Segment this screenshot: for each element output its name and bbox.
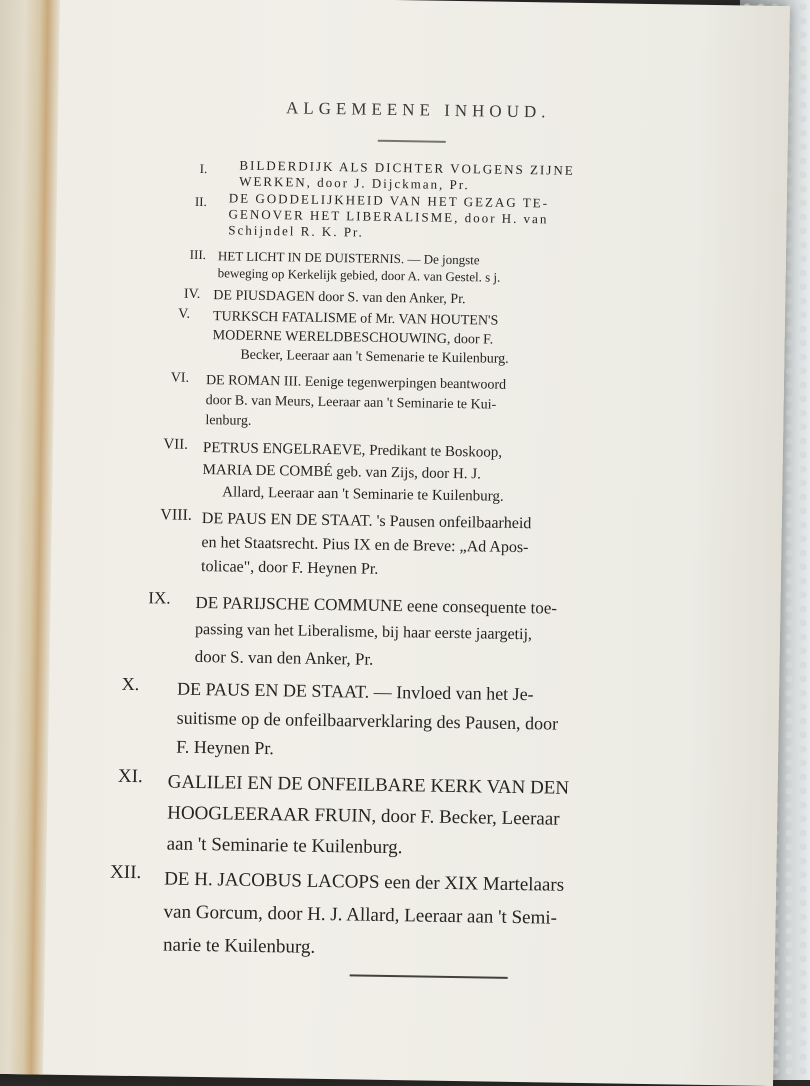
entry-line: Allard, Leeraar aan 't Seminarie te Kuilenburg. xyxy=(222,484,504,505)
entry-number: VIII. xyxy=(160,506,193,524)
title-divider xyxy=(378,140,446,143)
entry-number: VI. xyxy=(170,370,190,386)
entry-line: BILDERDIJK ALS DICHTER VOLGENS ZIJNE xyxy=(239,157,575,178)
entry-line: GALILEI EN DE ONFEILBARE KERK VAN DEN xyxy=(167,771,570,799)
entry-number: IV. xyxy=(183,286,201,302)
entry-number: III. xyxy=(189,246,207,263)
entry-line: beweging op Kerkelijk gebied, door A. van Gestel. s j. xyxy=(217,265,501,285)
entry-number: VII. xyxy=(163,436,189,453)
entry-line: DE ROMAN III. Eenige tegenwerpingen beantwoord xyxy=(205,373,507,393)
entry-line: GENOVER HET LIBERALISME, door H. van xyxy=(228,206,549,227)
entry-line: HET LICHT IN DE DUISTERNIS. — De jongste xyxy=(217,248,480,268)
entry-line: PETRUS ENGELRAEVE, Predikant te Boskoop, xyxy=(202,440,503,461)
entry-line: Becker, Leeraar aan 't Semenarie te Kuilenburg. xyxy=(240,347,509,367)
entry-line: DE PAUS EN DE STAAT. — Invloed van het Je- xyxy=(176,678,534,705)
entry-line: en het Staatsrecht. Pius IX en de Breve: „Ad Apos- xyxy=(201,534,529,557)
entry-line: door B. van Meurs, Leeraar aan 't Seminarie te Kui- xyxy=(205,393,497,413)
entry-line: narie te Kuilenburg. xyxy=(162,934,316,958)
entry-line: HOOGLEERAAR FRUIN, door F. Becker, Leeraar xyxy=(167,802,560,830)
entry-number: XI. xyxy=(117,765,143,788)
entry-line: F. Heynen Pr. xyxy=(176,736,274,759)
entry-number: IX. xyxy=(148,588,171,608)
page-spine-edge xyxy=(0,0,60,1075)
entry-line: DE GODDELIJKHEID VAN HET GEZAG TE- xyxy=(228,190,550,211)
entry-line: WERKEN, door J. Dijckman, Pr. xyxy=(239,173,470,193)
entry-line: lenburg. xyxy=(205,413,252,429)
entry-number: X. xyxy=(121,673,140,695)
entry-line: TURKSCH FATALISME of Mr. VAN HOUTEN'S xyxy=(212,309,499,329)
entry-line: door S. van den Anker, Pr. xyxy=(194,646,374,669)
entry-line: MARIA DE COMBÉ geb. van Zijs, door H. J. xyxy=(202,462,482,483)
entry-line: aan 't Seminarie te Kuilenburg. xyxy=(166,833,403,859)
entry-line: tolicae", door F. Heynen Pr. xyxy=(200,558,379,578)
entry-line: passing van het Liberalisme, bij haar eerste jaargetij, xyxy=(194,620,533,644)
entry-line: suitisme op de onfeilbaarverklaring des Pausen, door xyxy=(176,707,559,734)
page-title: ALGEMEENE INHOUD. xyxy=(285,98,551,122)
entry-line: DE H. JACOBUS LACOPS een der XIX Martelaars xyxy=(164,868,565,896)
entry-line: MODERNE WERELDBESCHOUWING, door F. xyxy=(212,328,494,348)
entry-number: V. xyxy=(178,306,191,322)
entry-number: II. xyxy=(194,193,207,210)
entry-number: I. xyxy=(199,160,208,177)
entry-line: DE PARIJSCHE COMMUNE eene consequente toe- xyxy=(195,592,558,618)
end-divider xyxy=(350,974,508,978)
entry-line: van Gorcum, door H. J. Allard, Leeraar aan 't Semi- xyxy=(163,901,558,929)
entry-number: XII. xyxy=(109,861,142,884)
entry-line: DE PIUSDAGEN door S. van den Anker, Pr. xyxy=(213,288,466,308)
entry-line: Schijndel R. K. Pr. xyxy=(228,222,364,240)
entry-line: DE PAUS EN DE STAAT. 's Pausen onfeilbaarheid xyxy=(201,510,532,533)
